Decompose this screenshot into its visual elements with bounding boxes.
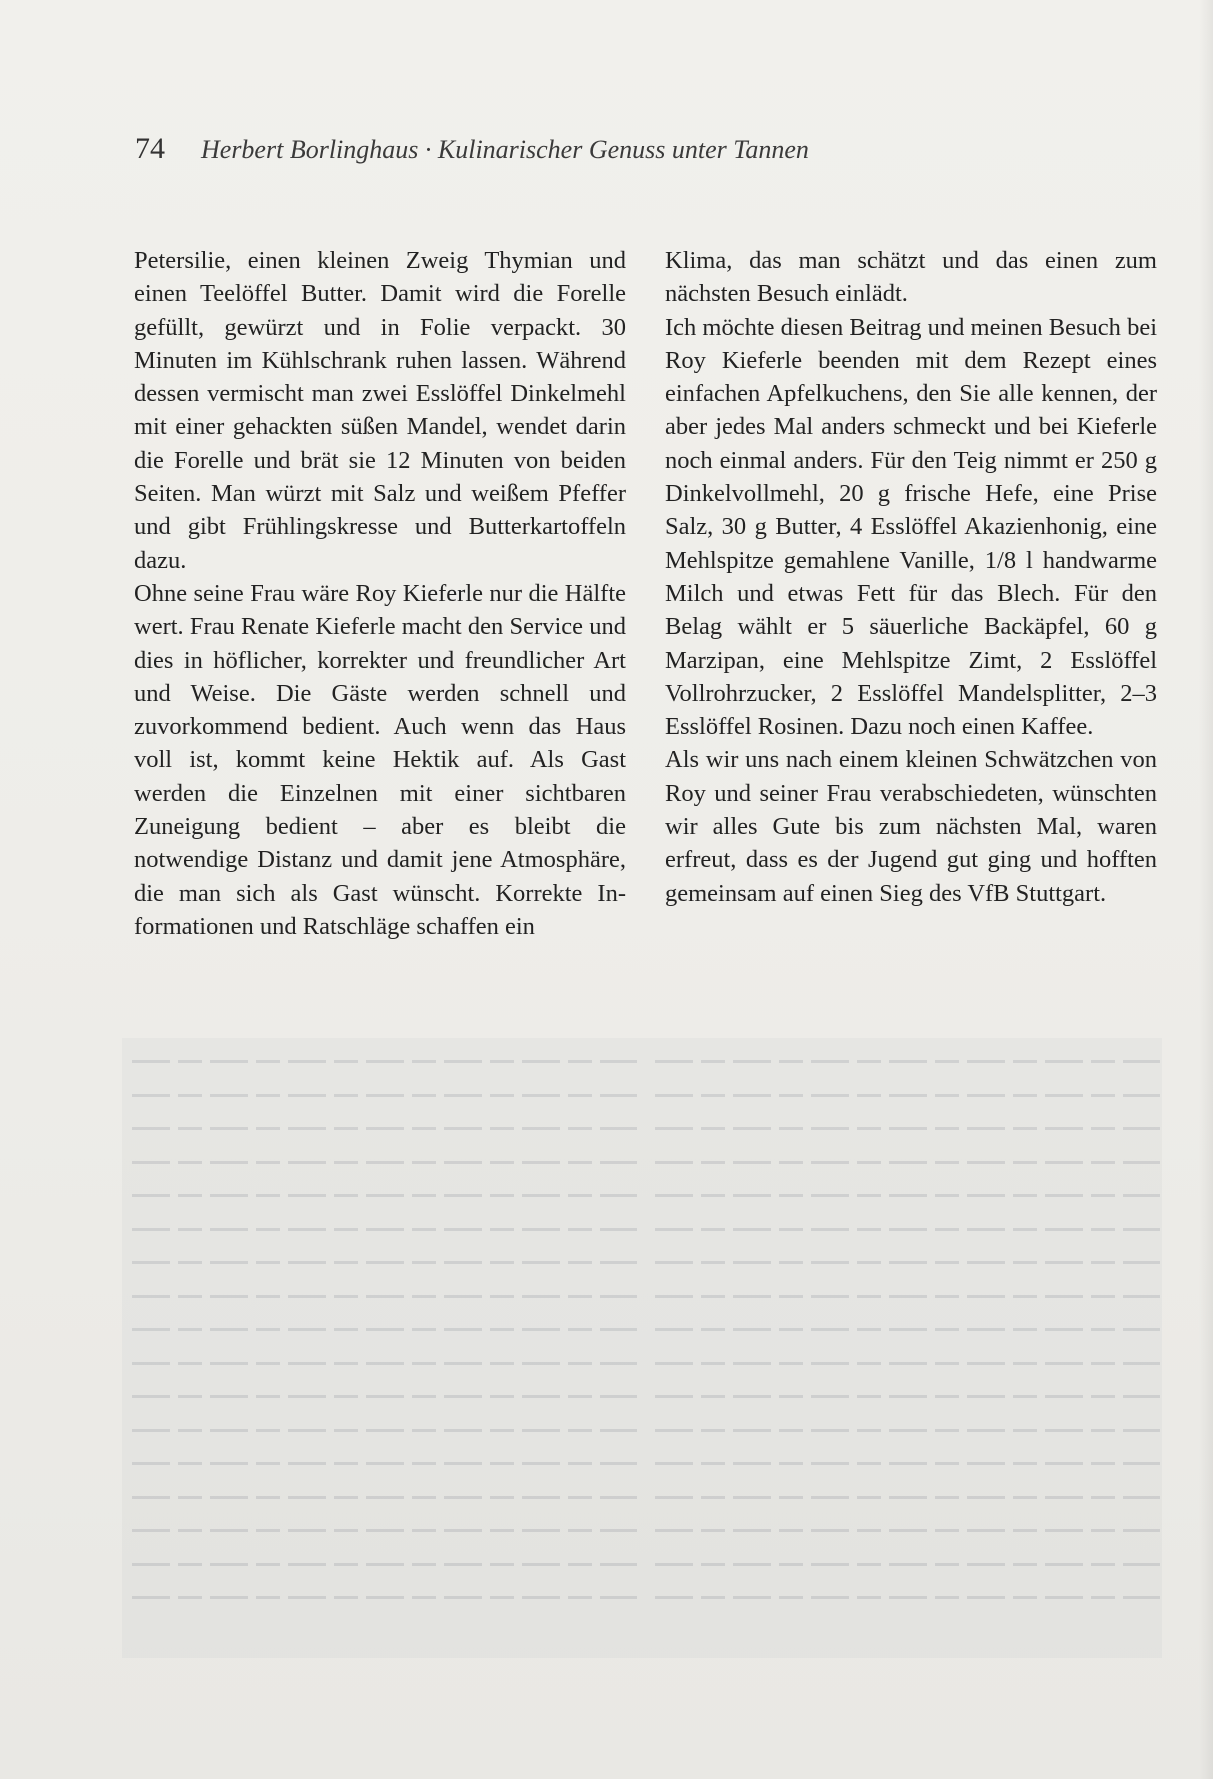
page-edge-shadow [1199, 0, 1213, 1779]
left-column [134, 244, 626, 943]
paragraph-trout-recipe: Petersilie, einen kleinen Zweig Thymian und einen Teelöffel Butter. Damit wird die Forelle gefüllt, gewürzt und in Folie verpackt. 30 Minuten im Kühlschrank ruhen lassen. Während dessen vermischt man zwei Esslöffel Dinkelmehl mit einer gehackten süßen Mandel, wendet darin die Forelle und brät sie 12 Minuten von beiden Seiten. Man würzt mit Salz und weißem Pfeffer und gibt Frühlingskresse und Butterkartoffeln dazu. [134, 247, 626, 574]
paragraph-service: Ohne seine Frau wäre Roy Kieferle nur die Hälfte wert. Frau Renate Kieferle macht den Service und dies in höflicher, korrekter und freundlicher Art und Weise. Die Gäste werden schnell und zuvorkommend bedient. Auch wenn das Haus voll ist, kommt keine Hektik auf. Als Gast werden die Einzelnen mit einer sichtbaren Zuneigung bedient – aber es bleibt die notwendige Distanz und damit jene Atmosphäre, die man sich als Gast wünscht. Korrekte Informationen und Ratschläge schaffen ein [134, 579, 626, 940]
paragraph-apple-cake-recipe: Ich möchte diesen Beitrag und meinen Besuch bei Roy Kieferle beenden mit dem Rezept eines einfachen Apfelkuchens, den Sie alle kennen, der aber jedes Mal anders schmeckt und bei Kieferle noch einmal anders. Für den Teig nimmt er 250 g Dinkelvollmehl, 20 g frische Hefe, eine Prise Salz, 30 g Butter, 4 Esslöffel Akazienhonig, eine Mehlspitze gemahlene Vanille, 1/8 l handwarme Milch und etwas Fett für das Blech. Für den Belag wählt er 5 säuerliche Backäpfel, 60 g Marzipan, eine Mehlspitze Zimt, 2 Esslöffel Vollrohrzucker, 2 Esslöffel Mandelsplitter, 2–3 Esslöffel Rosinen. Dazu noch einen Kaffee. [665, 313, 1157, 741]
page-number: 74 [135, 132, 165, 165]
bleed-through-left [132, 1060, 637, 1640]
right-column [665, 244, 1157, 910]
paragraph-climate: Klima, das man schätzt und das einen zum nächsten Besuch einlädt. [665, 247, 1157, 308]
running-title: Herbert Borlinghaus · Kulinarischer Genuss unter Tannen [201, 135, 809, 164]
bleed-through-right [655, 1060, 1160, 1640]
page-header [135, 132, 809, 166]
paragraph-farewell: Als wir uns nach einem kleinen Schwätzchen von Roy und seiner Frau verabschiedeten, wünschten wir alles Gute bis zum nächsten Mal, waren erfreut, dass es der Jugend gut ging und hofften gemeinsam auf einen Sieg des VfB Stuttgart. [665, 746, 1157, 907]
